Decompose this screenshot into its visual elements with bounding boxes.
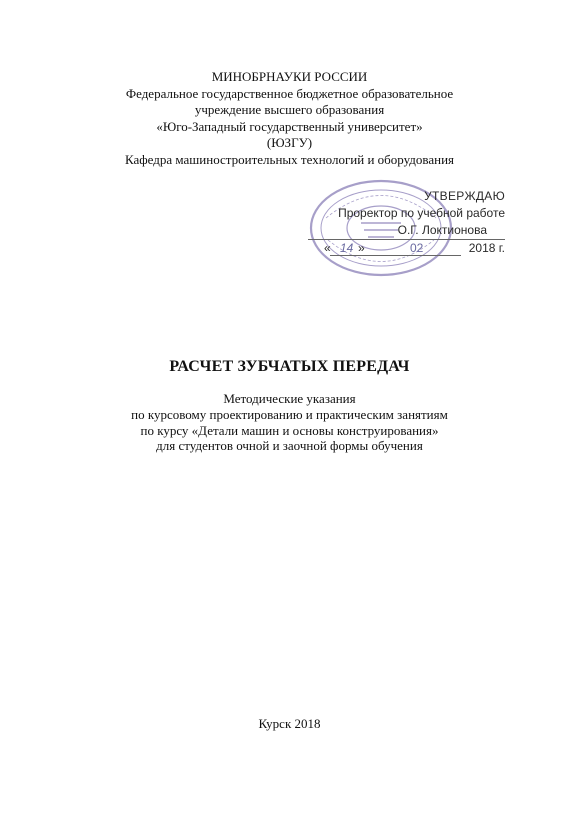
approval-text xyxy=(300,188,505,257)
subtitle-line-3: по курсу «Детали машин и основы конструирования» xyxy=(140,422,439,438)
university-name: «Юго-Западный государственный университет» xyxy=(156,118,423,134)
approver-position: Проректор по учебной работе xyxy=(338,206,505,220)
document-type: Методические указания xyxy=(223,391,356,406)
approval-date xyxy=(300,240,505,257)
institution-type-line-1: Федеральное государственное бюджетное образовательное xyxy=(125,85,454,101)
university-abbreviation: (ЮЗГУ) xyxy=(266,135,313,151)
subtitle-line-4: для студентов очной и заочной формы обучения xyxy=(156,438,423,454)
department-name: Кафедра машиностроительных технологий и оборудования xyxy=(124,151,455,167)
ministry-name: МИНОБРНАУКИ РОССИИ xyxy=(211,69,368,84)
date-month: 02 xyxy=(410,241,424,255)
approve-label: УТВЕРЖДАЮ xyxy=(424,189,505,203)
date-year: 2018 г. xyxy=(468,241,505,255)
approver-name: О.Г. Локтионова xyxy=(308,222,505,240)
institution-header xyxy=(0,69,579,169)
date-quote-close: » xyxy=(358,241,365,255)
approval-block xyxy=(300,178,520,288)
institution-type-line-2: учреждение высшего образования xyxy=(194,102,385,118)
date-day: 14 xyxy=(340,241,354,255)
document-subtitle xyxy=(0,391,579,454)
document-title: РАСЧЕТ ЗУБЧАТЫХ ПЕРЕДАЧ xyxy=(169,358,410,375)
subtitle-line-2: по курсовому проектированию и практическим занятиям xyxy=(131,406,448,422)
date-quote-open: « xyxy=(324,241,331,255)
city-year: Курск 2018 xyxy=(258,716,321,731)
